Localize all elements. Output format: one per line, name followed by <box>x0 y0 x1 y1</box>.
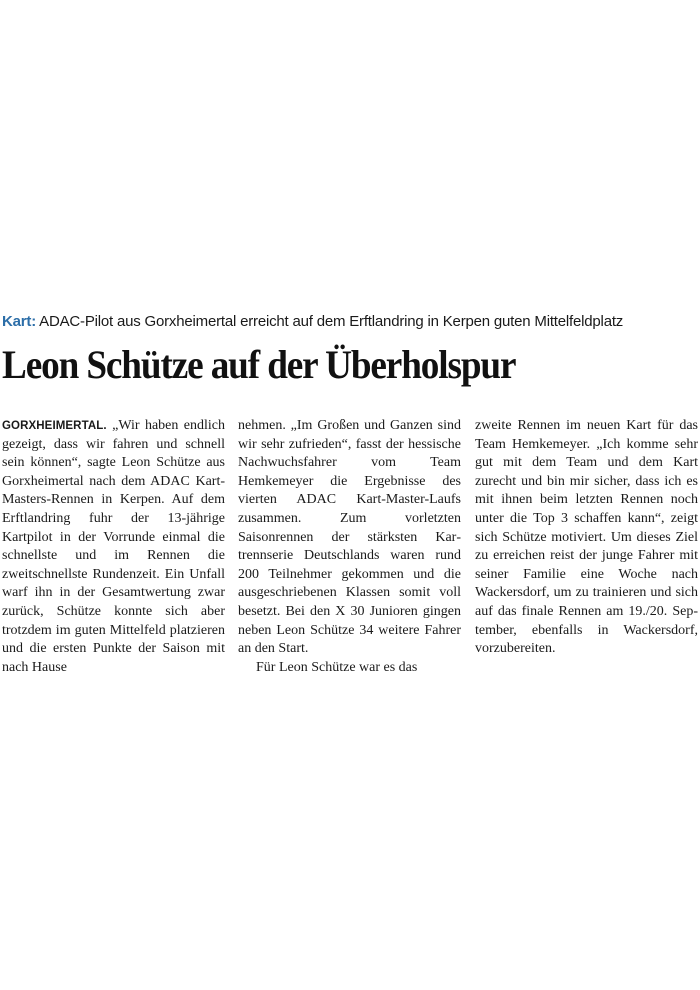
column-1 <box>2 417 225 677</box>
paragraph: zweite Rennen im neuen Kart für das Team Hemkemeyer. „Ich komme sehr gut mit dem Team und dem Kart zurecht und bin mir sicher, dass ich es mit ihnen beim letzten Rennen noch unter die Top 3 schaffen kann“, zeigt sich Schütze motiviert. Um dieses Ziel zu erreichen reist der junge Fahrer mit seiner Familie eine Woche nach Wackersdorf, um zu trainieren und sich auf das finale Rennen am 19./20. September, ebenfalls in Wackersdorf, vorzubereiten. <box>475 418 698 657</box>
kicker-text: ADAC-Pilot aus Gorxheimertal erreicht auf dem Erftlandring in Kerpen guten Mittelfeldplatz <box>36 313 624 330</box>
dateline: GORXHEIMERTAL. <box>2 420 107 432</box>
paragraph <box>2 417 225 677</box>
kicker-line <box>2 312 696 332</box>
headline: Leon Schütze auf der Überholspur <box>2 342 516 387</box>
rubric-label: Kart: <box>2 313 37 330</box>
paragraph: Für Leon Schütze war es das <box>256 659 418 675</box>
paragraph: nehmen. „Im Großen und Ganzen sind wir sehr zufrieden“, fasst der hessische Nachwuchsfahrer vom Team Hemkemeyer die Ergebnisse des vierten ADAC Kart-Master-Laufs zusammen. Zum vorletzten Saisonrennen der stärksten Kartrennserie Deutschlands waren rund 200 Teilnehmer gekommen und die ausgeschriebenen Klassen somit voll besetzt. Bei den X 30 Junioren gingen neben Leon Schütze 34 weitere Fahrer an den Start. <box>238 418 461 657</box>
column-3 <box>475 417 698 659</box>
article <box>2 312 698 675</box>
column-2 <box>238 417 461 677</box>
column-1-text: „Wir haben endlich gezeigt, dass wir fahren und schnell sein können“, sagte Leon Schütze aus Gorxheimertal nach dem ADAC Kart-Masters-Rennen in Kerpen. Auf dem Erftlandring fuhr der 13-jährige Kartpilot in der Vorrunde einmal die schnellste und im Rennen die zweitschnellste Rundenzeit. Ein Unfall warf ihn in der Gesamtwertung zwar zurück, Schütze konnte sich aber trotzdem im guten Mittelfeld platzieren und die ersten Punkte der Saison mit nach Hause <box>2 418 225 675</box>
